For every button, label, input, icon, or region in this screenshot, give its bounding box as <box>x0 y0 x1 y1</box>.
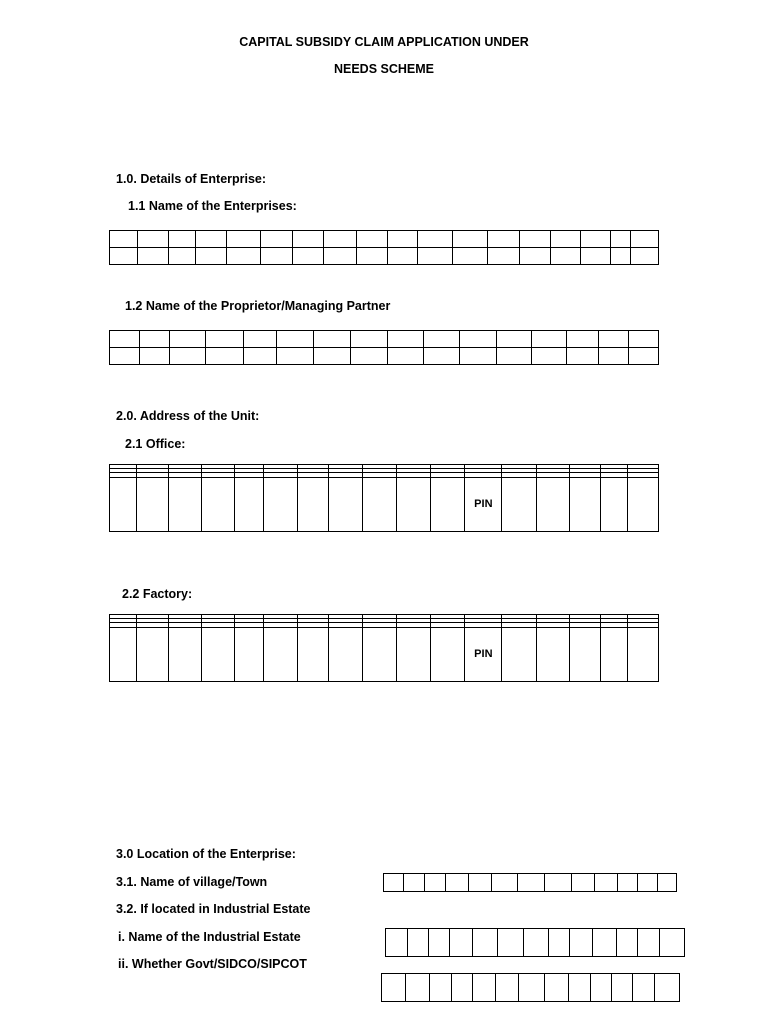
char-box[interactable] <box>497 331 532 348</box>
char-box[interactable] <box>169 331 205 348</box>
village-town-grid[interactable] <box>383 873 677 892</box>
char-box[interactable] <box>629 331 659 348</box>
char-box[interactable] <box>423 331 459 348</box>
char-box[interactable] <box>569 974 591 1002</box>
char-box[interactable] <box>110 231 138 248</box>
char-box[interactable] <box>202 477 235 531</box>
char-box[interactable] <box>567 348 599 365</box>
industrial-estate-question: 3.2. If located in Industrial Estate <box>116 902 311 916</box>
char-box[interactable] <box>618 874 638 892</box>
char-box[interactable] <box>351 331 387 348</box>
char-box[interactable] <box>235 627 264 681</box>
char-box[interactable] <box>328 627 362 681</box>
section-3-heading: 3.0 Location of the Enterprise: <box>116 847 296 861</box>
section-2-heading: 2.0. Address of the Unit: <box>116 409 260 423</box>
char-box[interactable] <box>502 627 536 681</box>
char-box[interactable] <box>430 974 452 1002</box>
industrial-estate-name-label: i. Name of the Industrial Estate <box>118 930 301 944</box>
char-box[interactable] <box>423 348 459 365</box>
char-box[interactable] <box>139 331 169 348</box>
char-box[interactable] <box>382 974 406 1002</box>
char-box[interactable] <box>658 874 677 892</box>
govt-sidco-sipcot-label: ii. Whether Govt/SIDCO/SIPCOT <box>118 957 307 971</box>
char-box[interactable] <box>627 477 658 531</box>
char-box[interactable] <box>277 331 314 348</box>
govt-sidco-sipcot-grid[interactable] <box>381 973 680 1002</box>
char-box[interactable] <box>487 231 519 248</box>
char-box[interactable] <box>473 929 498 957</box>
char-box[interactable] <box>581 248 610 265</box>
office-address-label: 2.1 Office: <box>125 437 186 451</box>
char-box[interactable] <box>396 627 430 681</box>
char-box[interactable] <box>264 477 298 531</box>
char-box[interactable] <box>169 231 195 248</box>
char-box[interactable] <box>536 627 569 681</box>
char-box[interactable] <box>496 974 519 1002</box>
char-box[interactable] <box>387 248 417 265</box>
char-box[interactable] <box>638 929 660 957</box>
industrial-estate-name-grid[interactable] <box>385 928 685 957</box>
char-box[interactable] <box>323 231 356 248</box>
char-box[interactable] <box>169 477 202 531</box>
char-box[interactable] <box>351 348 387 365</box>
factory-address-grid[interactable] <box>109 614 659 682</box>
char-box[interactable] <box>610 231 630 248</box>
char-box[interactable] <box>386 929 408 957</box>
char-box[interactable] <box>630 248 658 265</box>
char-box[interactable] <box>328 477 362 531</box>
char-box[interactable] <box>519 974 545 1002</box>
char-box[interactable] <box>169 627 202 681</box>
char-box[interactable] <box>138 248 169 265</box>
char-box[interactable] <box>569 627 600 681</box>
char-box[interactable] <box>235 477 264 531</box>
proprietor-name-grid[interactable] <box>109 330 659 365</box>
char-box[interactable] <box>136 477 168 531</box>
char-box[interactable] <box>459 348 496 365</box>
section-1-heading: 1.0. Details of Enterprise: <box>116 172 267 186</box>
char-box[interactable] <box>518 874 545 892</box>
char-box[interactable] <box>498 929 524 957</box>
char-box[interactable] <box>572 874 595 892</box>
char-box[interactable] <box>110 627 137 681</box>
char-box[interactable] <box>610 248 630 265</box>
char-box[interactable] <box>627 627 658 681</box>
char-box[interactable] <box>660 929 685 957</box>
enterprise-name-grid[interactable] <box>109 230 659 265</box>
char-box[interactable] <box>570 929 593 957</box>
char-box[interactable] <box>362 477 396 531</box>
char-box[interactable] <box>226 231 260 248</box>
char-box[interactable] <box>431 477 465 531</box>
char-box[interactable] <box>387 231 417 248</box>
char-box[interactable] <box>591 974 612 1002</box>
char-box[interactable] <box>226 248 260 265</box>
proprietor-name-label: 1.2 Name of the Proprietor/Managing Partner <box>125 299 391 313</box>
char-box[interactable] <box>138 231 169 248</box>
char-box[interactable] <box>429 929 450 957</box>
char-box[interactable] <box>261 231 293 248</box>
char-box[interactable] <box>630 231 658 248</box>
char-box[interactable] <box>356 231 387 248</box>
char-box[interactable] <box>298 477 328 531</box>
char-box[interactable] <box>293 248 323 265</box>
char-box[interactable] <box>195 231 226 248</box>
char-box[interactable] <box>205 348 243 365</box>
char-box[interactable] <box>293 231 323 248</box>
char-box[interactable] <box>599 348 629 365</box>
char-box[interactable] <box>396 477 430 531</box>
char-box[interactable] <box>497 348 532 365</box>
char-box[interactable] <box>593 929 617 957</box>
char-box[interactable] <box>545 874 572 892</box>
char-box[interactable] <box>264 627 298 681</box>
char-box[interactable] <box>581 231 610 248</box>
factory-address-label: 2.2 Factory: <box>122 587 193 601</box>
char-box[interactable] <box>600 477 627 531</box>
char-box[interactable] <box>600 627 627 681</box>
char-box[interactable] <box>612 974 633 1002</box>
char-box[interactable] <box>452 974 473 1002</box>
char-box[interactable] <box>545 974 569 1002</box>
char-box[interactable] <box>446 874 469 892</box>
char-box[interactable] <box>384 874 404 892</box>
char-box[interactable] <box>169 248 195 265</box>
char-box[interactable] <box>595 874 618 892</box>
char-box[interactable] <box>387 348 423 365</box>
char-box[interactable] <box>551 248 581 265</box>
char-box[interactable] <box>487 248 519 265</box>
char-box[interactable] <box>519 248 550 265</box>
char-box[interactable] <box>459 331 496 348</box>
char-box[interactable] <box>139 348 169 365</box>
char-box[interactable] <box>536 477 569 531</box>
char-box[interactable] <box>453 248 487 265</box>
char-box[interactable] <box>205 331 243 348</box>
char-box[interactable] <box>244 348 277 365</box>
char-box[interactable] <box>629 348 659 365</box>
enterprise-name-label: 1.1 Name of the Enterprises: <box>128 199 297 213</box>
char-box[interactable] <box>418 248 453 265</box>
char-box[interactable] <box>532 331 567 348</box>
char-box[interactable] <box>469 874 492 892</box>
char-box[interactable] <box>418 231 453 248</box>
village-town-label: 3.1. Name of village/Town <box>116 875 268 889</box>
char-box[interactable] <box>314 331 351 348</box>
char-box[interactable] <box>450 929 473 957</box>
char-box[interactable] <box>617 929 638 957</box>
char-box[interactable] <box>387 331 423 348</box>
char-box[interactable] <box>633 974 655 1002</box>
char-box[interactable] <box>549 929 570 957</box>
char-box[interactable] <box>599 331 629 348</box>
char-box[interactable] <box>431 627 465 681</box>
char-box[interactable] <box>551 231 581 248</box>
char-box[interactable] <box>169 348 205 365</box>
pin-label: PIN <box>465 477 502 531</box>
char-box[interactable] <box>492 874 518 892</box>
char-box[interactable] <box>244 331 277 348</box>
form-title-line2: NEEDS SCHEME <box>333 62 435 76</box>
char-box[interactable] <box>298 627 328 681</box>
char-box[interactable] <box>406 974 430 1002</box>
char-box[interactable] <box>110 477 137 531</box>
char-box[interactable] <box>261 248 293 265</box>
char-box[interactable] <box>323 248 356 265</box>
char-box[interactable] <box>110 348 140 365</box>
char-box[interactable] <box>362 627 396 681</box>
pin-label: PIN <box>465 627 502 681</box>
char-box[interactable] <box>404 874 425 892</box>
char-box[interactable] <box>524 929 549 957</box>
char-box[interactable] <box>473 974 496 1002</box>
char-box[interactable] <box>453 231 487 248</box>
char-box[interactable] <box>314 348 351 365</box>
char-box[interactable] <box>567 331 599 348</box>
char-box[interactable] <box>195 248 226 265</box>
char-box[interactable] <box>425 874 446 892</box>
char-box[interactable] <box>655 974 680 1002</box>
char-box[interactable] <box>202 627 235 681</box>
char-box[interactable] <box>519 231 550 248</box>
char-box[interactable] <box>277 348 314 365</box>
char-box[interactable] <box>110 331 140 348</box>
char-box[interactable] <box>356 248 387 265</box>
char-box[interactable] <box>408 929 429 957</box>
char-box[interactable] <box>569 477 600 531</box>
form-title-line1: CAPITAL SUBSIDY CLAIM APPLICATION UNDER <box>239 35 529 49</box>
char-box[interactable] <box>532 348 567 365</box>
office-address-grid[interactable] <box>109 464 659 532</box>
char-box[interactable] <box>502 477 536 531</box>
char-box[interactable] <box>110 248 138 265</box>
char-box[interactable] <box>136 627 168 681</box>
char-box[interactable] <box>638 874 658 892</box>
